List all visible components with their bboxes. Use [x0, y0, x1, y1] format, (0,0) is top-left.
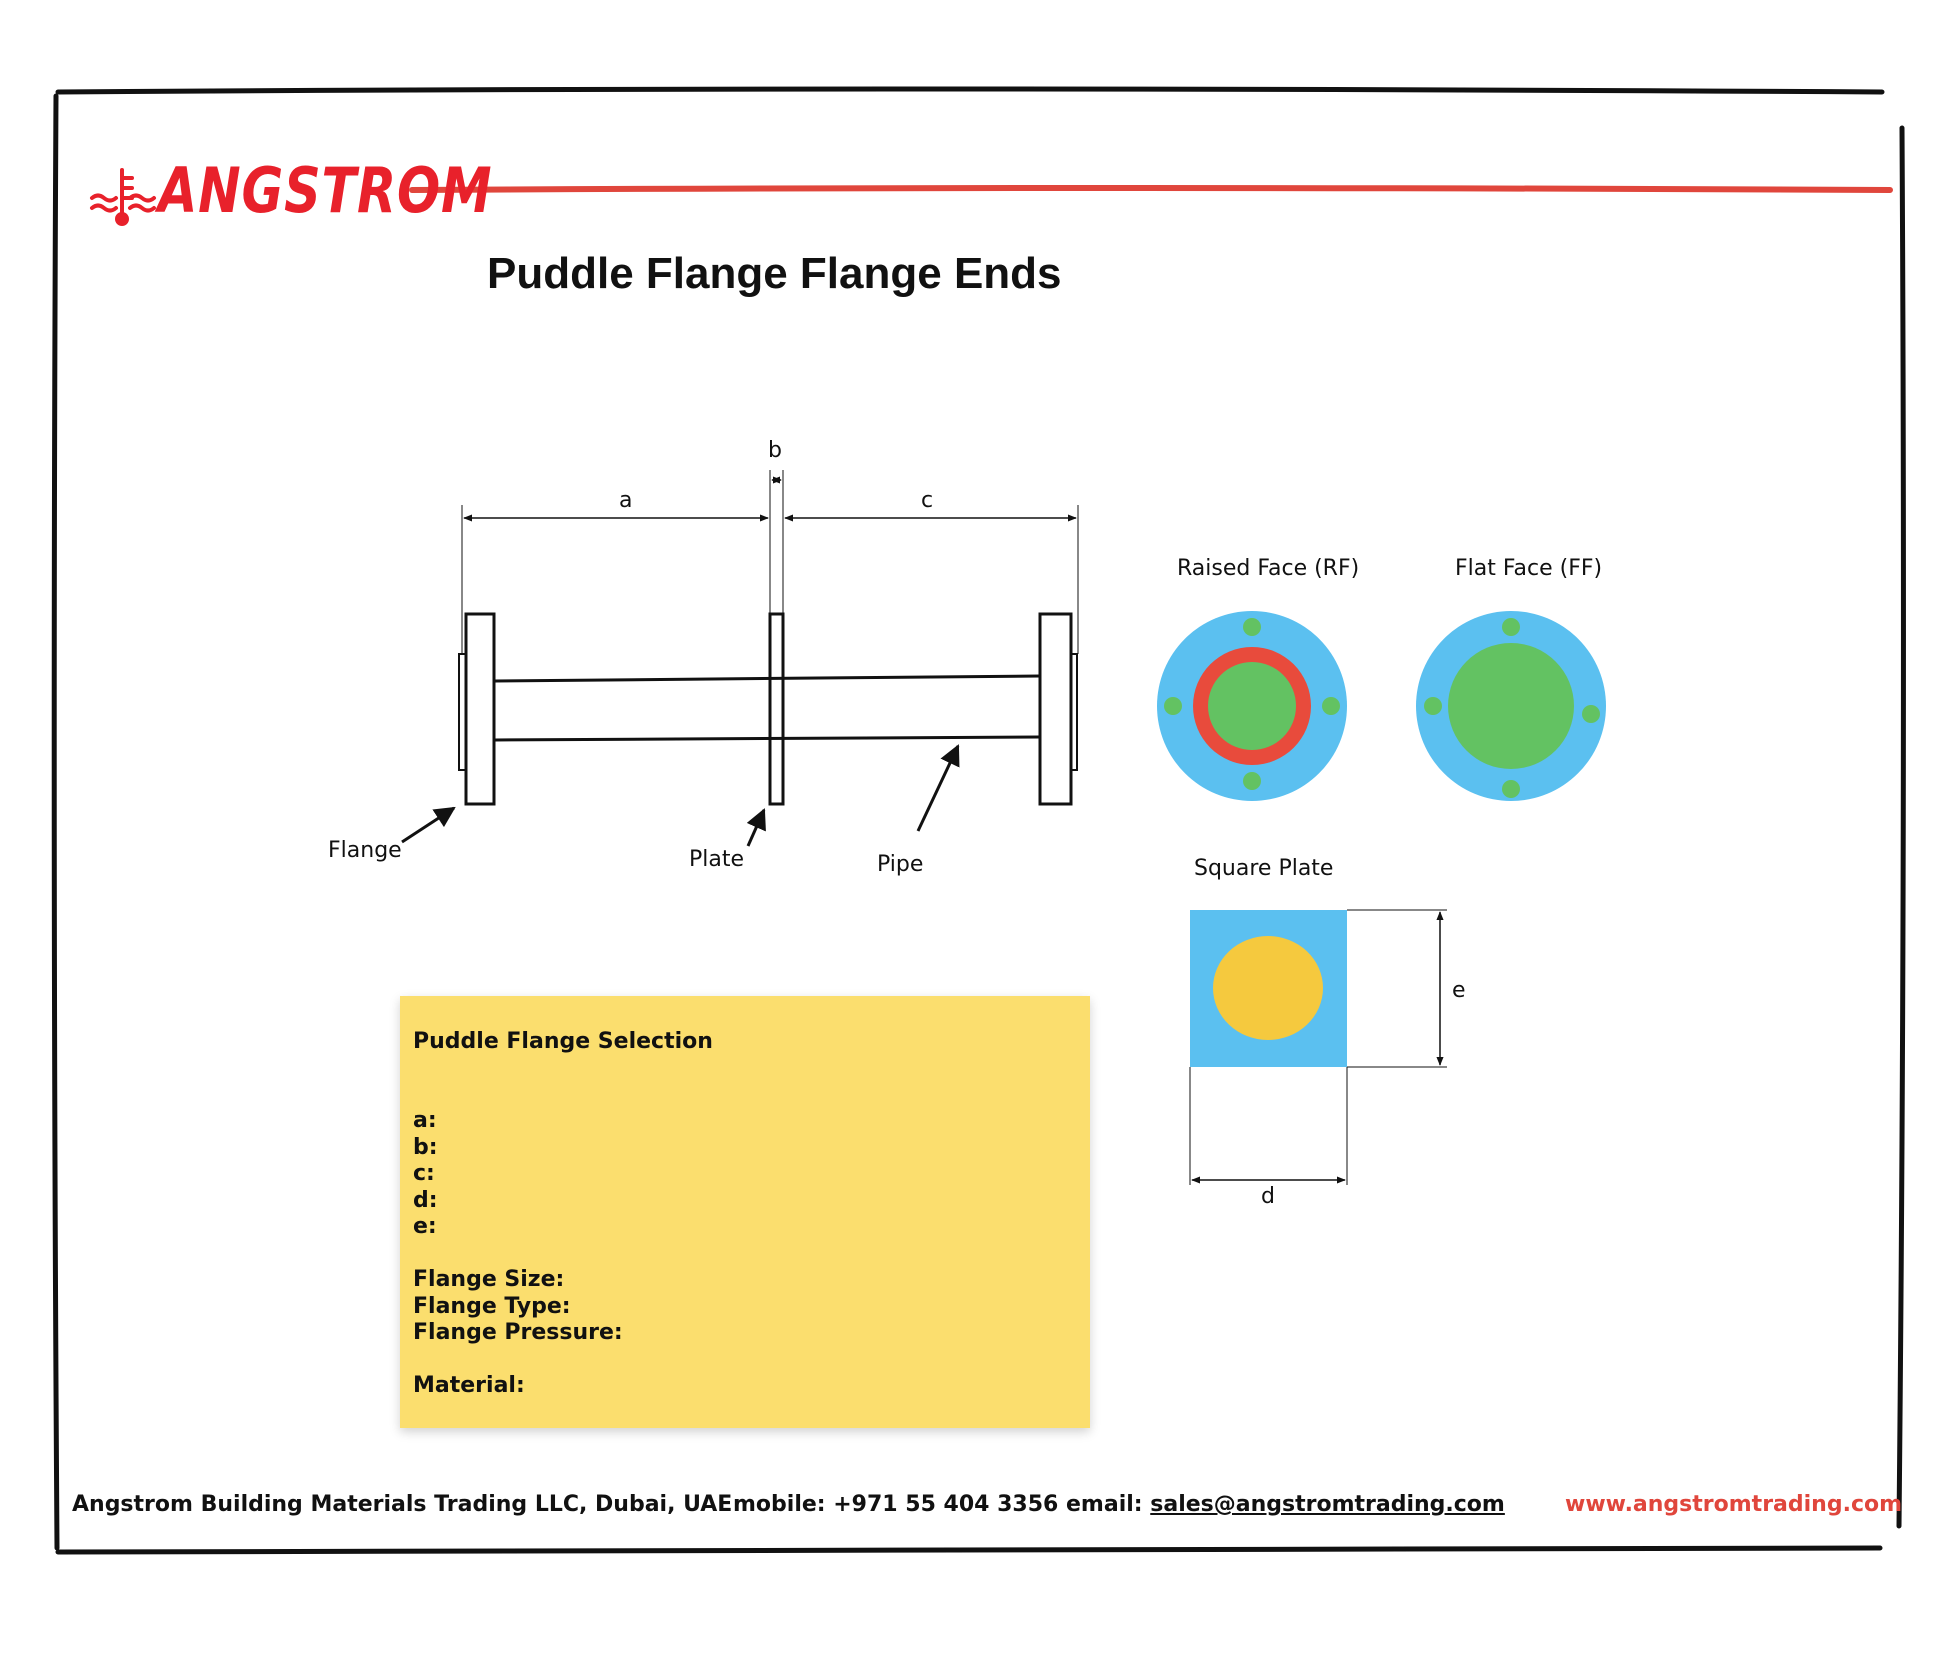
pipe-bottom-line	[495, 737, 1040, 740]
plate-label: Plate	[689, 847, 745, 872]
pipe-top-line	[495, 676, 1040, 681]
field-e: e:	[413, 1214, 437, 1239]
puddle-flange-selection-card	[400, 996, 1090, 1428]
bolt-hole	[1322, 697, 1340, 715]
frame-bottom-border	[58, 1548, 1880, 1552]
dimension-d-label: d	[1261, 1184, 1275, 1209]
frame-top-border	[58, 89, 1882, 92]
footer-website-link[interactable]: www.angstromtrading.com	[1565, 1492, 1903, 1517]
plate-shape	[770, 614, 783, 804]
flat-face-diagram	[1416, 611, 1606, 801]
flange-label: Flange	[328, 838, 402, 863]
bolt-hole	[1502, 618, 1520, 636]
flat-face-label: Flat Face (FF)	[1455, 556, 1603, 581]
dimension-e-label: e	[1452, 978, 1466, 1003]
raised-face-label: Raised Face (RF)	[1177, 556, 1360, 581]
field-a: a:	[413, 1108, 437, 1133]
field-flange-type: Flange Type:	[413, 1294, 571, 1319]
brand-logo-text: ANGSTROM	[158, 154, 493, 227]
dimension-c-label: c	[921, 488, 934, 513]
field-c: c:	[413, 1161, 435, 1186]
page-title: Puddle Flange Flange Ends	[487, 249, 1062, 298]
footer-company: Angstrom Building Materials Trading LLC, Dubai, UAE	[72, 1492, 733, 1517]
left-flange-shape	[466, 614, 494, 804]
bolt-hole	[1582, 705, 1600, 723]
dimension-b-label: b	[768, 438, 782, 463]
dimension-a-label: a	[619, 488, 633, 513]
footer-email-link[interactable]: sales@angstromtrading.com	[1150, 1492, 1505, 1517]
field-material: Material:	[413, 1373, 525, 1398]
right-flange-lip	[1071, 654, 1077, 770]
footer-contact	[733, 1494, 1505, 1516]
field-flange-pressure: Flange Pressure:	[413, 1320, 623, 1345]
puddle-flange-drawing	[402, 470, 1078, 846]
square-plate-label: Square Plate	[1194, 856, 1334, 881]
header-rule	[412, 188, 1890, 190]
raised-face-diagram	[1157, 611, 1347, 801]
thermometer-waves-icon	[92, 170, 154, 224]
bolt-hole	[1243, 772, 1261, 790]
bolt-hole	[1243, 618, 1261, 636]
pipe-label: Pipe	[877, 852, 924, 877]
bolt-hole	[1164, 697, 1182, 715]
footer-contact-prefix: mobile: +971 55 404 3356 email:	[733, 1492, 1151, 1517]
right-flange-shape	[1040, 614, 1071, 804]
field-flange-size: Flange Size:	[413, 1267, 565, 1292]
bolt-hole	[1502, 780, 1520, 798]
pipe-leader-arrow	[918, 746, 958, 831]
frame-right-border	[1899, 128, 1903, 1526]
field-d: d:	[413, 1188, 438, 1213]
field-b: b:	[413, 1135, 438, 1160]
selection-card-title: Puddle Flange Selection	[413, 1029, 713, 1054]
frame-left-border	[54, 96, 57, 1548]
plate-leader-arrow	[748, 810, 764, 846]
flange-leader-arrow	[402, 808, 454, 842]
square-plate-diagram	[1190, 910, 1447, 1185]
bolt-hole	[1424, 697, 1442, 715]
